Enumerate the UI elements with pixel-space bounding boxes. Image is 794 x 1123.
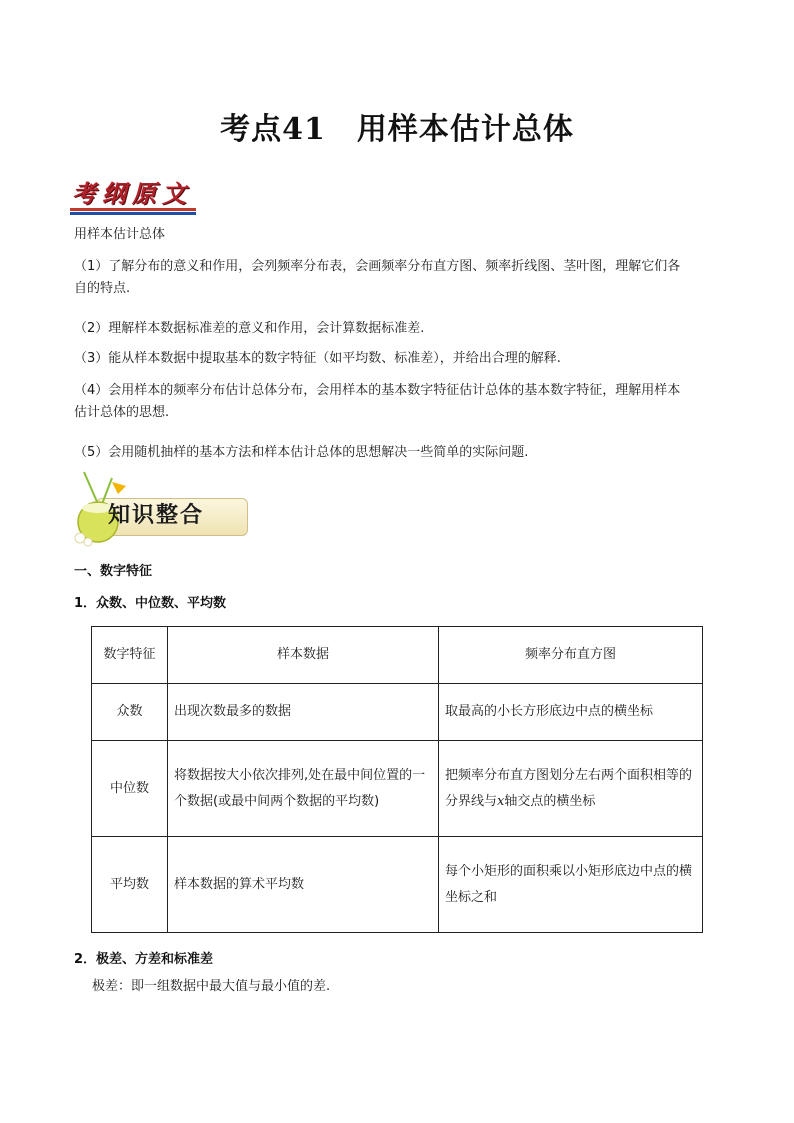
- table-row: [92, 837, 703, 933]
- table-header: 数字特征: [92, 627, 168, 684]
- subheading-range-variance: 2．极差、方差和标准差: [74, 952, 214, 967]
- table-header: 样本数据: [168, 627, 439, 684]
- table-row: [92, 684, 703, 741]
- syllabus-item-3: （3）能从样本数据中提取基本的数字特征（如平均数、标准差），并给出合理的解释.: [74, 351, 561, 366]
- banner-text: 知识整合: [108, 502, 205, 528]
- page-title: 考点41 用样本估计总体: [220, 112, 574, 147]
- heading-numeric-features: 一、数字特征: [74, 564, 153, 579]
- subheading-mode-median-mean: 1．众数、中位数、平均数: [74, 596, 227, 611]
- syllabus-subtitle: 用样本估计总体: [74, 227, 166, 242]
- table-header: 频率分布直方图: [439, 627, 703, 684]
- table-cell: 每个小矩形的面积乘以小矩形底边中点的横坐标之和: [439, 837, 703, 933]
- table-cell: 把频率分布直方图划分左右两个面积相等的分界线与x轴交点的横坐标: [439, 741, 703, 837]
- syllabus-item-5: （5）会用随机抽样的基本方法和样本估计总体的思想解决一些简单的实际问题.: [74, 445, 529, 460]
- banner-underline-blue: [70, 212, 196, 215]
- table-cell: 将数据按大小依次排列,处在最中间位置的一个数据(或最中间两个数据的平均数): [168, 741, 439, 837]
- table-header-row: [92, 627, 703, 684]
- syllabus-item-1: （1）了解分布的意义和作用，会列频率分布表，会画频率分布直方图、频率折线图、茎叶图，理解它们各 自的特点.: [74, 259, 681, 296]
- section-banner-syllabus: [70, 172, 202, 216]
- table-cell: 平均数: [92, 837, 168, 933]
- table-cell: 样本数据的算术平均数: [168, 837, 439, 933]
- variable-x: x: [497, 793, 505, 809]
- syllabus-item-2: （2）理解样本数据标准差的意义和作用，会计算数据标准差.: [74, 321, 425, 336]
- table-cell: 中位数: [92, 741, 168, 837]
- table-row: [92, 741, 703, 837]
- table-cell: 出现次数最多的数据: [168, 684, 439, 741]
- banner-text: 考纲原文: [72, 179, 192, 208]
- range-definition: 极差：即一组数据中最大值与最小值的差.: [92, 979, 331, 994]
- syllabus-item-4: （4）会用样本的频率分布估计总体分布，会用样本的基本数字特征估计总体的基本数字特征，理解用样本 估计总体的思想.: [74, 383, 681, 420]
- banner-underline-red: [70, 208, 196, 211]
- table-cell: 取最高的小长方形底边中点的横坐标: [439, 684, 703, 741]
- table-cell: 众数: [92, 684, 168, 741]
- features-table: [91, 626, 703, 933]
- section-banner-knowledge: [68, 468, 258, 548]
